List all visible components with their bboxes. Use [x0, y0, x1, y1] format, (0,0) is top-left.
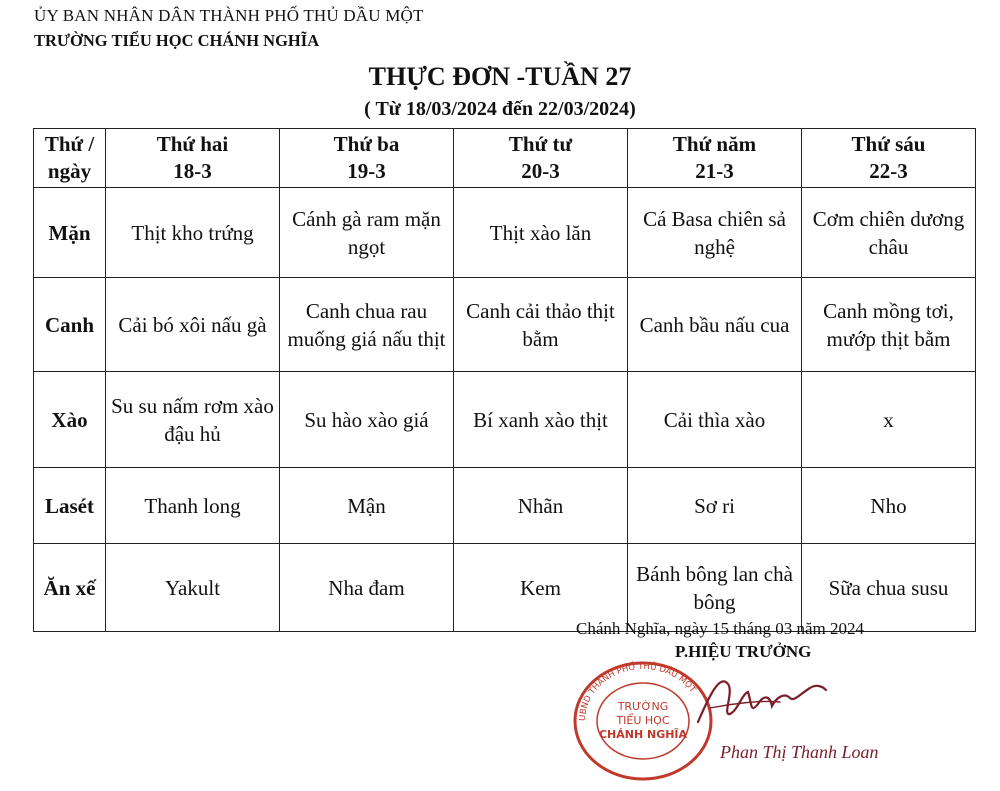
- menu-cell: Mận: [280, 468, 454, 544]
- menu-cell: Canh bầu nấu cua: [628, 278, 802, 372]
- day-header: Thứ tư 20-3: [454, 129, 628, 188]
- date-range: ( Từ 18/03/2024 đến 22/03/2024): [364, 98, 636, 120]
- menu-cell: Thịt xào lăn: [454, 188, 628, 278]
- table-row: [34, 188, 976, 278]
- signer-name: Phan Thị Thanh Loan: [720, 742, 879, 762]
- day-header: Thứ ba 19-3: [280, 129, 454, 188]
- menu-cell: Cá Basa chiên sả nghệ: [628, 188, 802, 278]
- menu-cell: Sữa chua susu: [802, 544, 976, 632]
- corner-header: Thứ / ngày: [34, 129, 106, 188]
- stamp-ring-text: UBND THÀNH PHỐ THỦ DẦU MỘT: [577, 661, 698, 722]
- authority-name: ỦY BAN NHÂN DÂN THÀNH PHỐ THỦ DẦU MỘT: [34, 6, 424, 25]
- page-title: THỰC ĐƠN -TUẦN 27: [368, 62, 632, 91]
- row-label: Xào: [34, 372, 106, 468]
- menu-cell: Yakult: [106, 544, 280, 632]
- menu-cell: Canh mồng tơi, mướp thịt bằm: [802, 278, 976, 372]
- day-header: Thứ năm 21-3: [628, 129, 802, 188]
- signer-role: P.HIỆU TRƯỞNG: [675, 642, 812, 661]
- table-header-row: [34, 129, 976, 188]
- menu-cell: Cải thìa xào: [628, 372, 802, 468]
- stamp-line-3: CHÁNH NGHĨA: [598, 728, 688, 741]
- stamp-line-2: TIỂU HỌC: [616, 714, 670, 727]
- menu-cell: Su hào xào giá: [280, 372, 454, 468]
- menu-cell: Sơ ri: [628, 468, 802, 544]
- signature-scribble: [690, 664, 830, 734]
- stamp-line-1: TRƯỜNG: [617, 700, 669, 713]
- menu-cell: Cải bó xôi nấu gà: [106, 278, 280, 372]
- menu-cell: Cơm chiên dương châu: [802, 188, 976, 278]
- menu-cell: Nho: [802, 468, 976, 544]
- row-label: Canh: [34, 278, 106, 372]
- menu-cell: Thịt kho trứng: [106, 188, 280, 278]
- day-header: Thứ sáu 22-3: [802, 129, 976, 188]
- table-row: [34, 372, 976, 468]
- row-label: Lasét: [34, 468, 106, 544]
- place-date-line: Chánh Nghĩa, ngày 15 tháng 03 năm 2024: [576, 619, 865, 638]
- menu-cell: Canh cải thảo thịt bằm: [454, 278, 628, 372]
- menu-cell: Bí xanh xào thịt: [454, 372, 628, 468]
- menu-cell: x: [802, 372, 976, 468]
- school-name: TRƯỜNG TIỂU HỌC CHÁNH NGHĨA: [34, 31, 320, 50]
- menu-table: [33, 128, 976, 632]
- menu-cell: Bánh bông lan chà bông: [628, 544, 802, 632]
- table-row: [34, 468, 976, 544]
- menu-cell: Kem: [454, 544, 628, 632]
- menu-cell: Canh chua rau muống giá nấu thịt: [280, 278, 454, 372]
- menu-cell: Nha đam: [280, 544, 454, 632]
- table-row: [34, 278, 976, 372]
- row-label: Mặn: [34, 188, 106, 278]
- menu-cell: Cánh gà ram mặn ngọt: [280, 188, 454, 278]
- day-header: Thứ hai 18-3: [106, 129, 280, 188]
- row-label: Ăn xế: [34, 544, 106, 632]
- menu-cell: Thanh long: [106, 468, 280, 544]
- menu-cell: Nhãn: [454, 468, 628, 544]
- menu-cell: Su su nấm rơm xào đậu hủ: [106, 372, 280, 468]
